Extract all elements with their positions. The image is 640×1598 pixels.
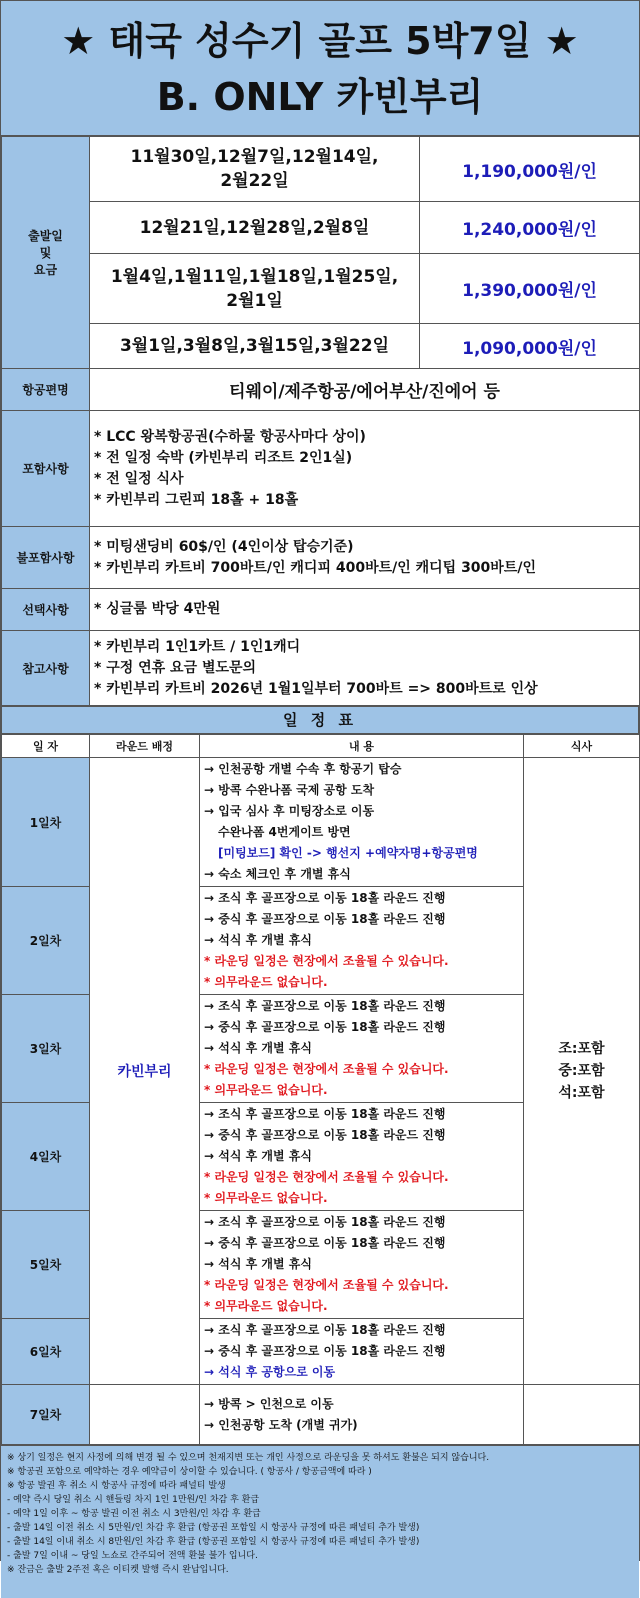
golf-day-content: → 조식 후 골프장으로 이동 18홀 라운드 진행 → 중식 후 골프장으로 이동 18홀 라운드 진행 → 석식 후 개별 휴식 * 라운딩 일정은 현장에서 조율될 수 있습니다. * 의무라운드 없습니다. xyxy=(200,1211,524,1319)
golf-day-content: → 조식 후 골프장으로 이동 18홀 라운드 진행 → 중식 후 골프장으로 이동 18홀 라운드 진행 → 석식 후 개별 휴식 * 라운딩 일정은 현장에서 조율될 수 있습니다. * 의무라운드 없습니다. xyxy=(200,1103,524,1211)
note-line: - 출발 14일 이전 취소 시 5만원/인 차감 후 환급 (항공권 포함일 시 항공사 규정에 따른 패널티 추가 발생) xyxy=(7,1523,420,1533)
note-line: ※ 잔금은 출발 2주전 혹은 이티켓 발행 즉시 완납입니다. xyxy=(7,1565,229,1575)
day6-content: → 조식 후 골프장으로 이동 18홀 라운드 진행 → 중식 후 골프장으로 이동 18홀 라운드 진행 → 석식 후 공항으로 이동 xyxy=(200,1319,524,1385)
departure-price: 1,390,000원/인 xyxy=(420,254,640,324)
page-title xyxy=(1,1,639,136)
includes-list: * LCC 왕복항공권(수하물 항공사마다 상이) * 전 일정 숙박 (카빈부리 리조트 2인1실) * 전 일정 식사 * 카빈부리 그린피 18홀 + 18홀 xyxy=(90,411,640,527)
day-label: 1일차 xyxy=(2,758,90,887)
header-content: 내 용 xyxy=(200,735,524,758)
departure-price: 1,240,000원/인 xyxy=(420,202,640,254)
departure-label: 출발일 및 요금 xyxy=(2,137,90,369)
options-list: * 싱글룸 박당 4만원 xyxy=(90,589,640,631)
day-label: 6일차 xyxy=(2,1319,90,1385)
note-line: - 출발 14일 이내 취소 시 8만원/인 차감 후 환급 (항공권 포함일 시 항공사 규정에 따른 패널티 추가 발생) xyxy=(7,1537,420,1547)
header-day: 일 자 xyxy=(2,735,90,758)
note-line: ※ 상기 일정은 현지 사정에 의해 변경 될 수 있으며 천재지변 또는 개인 사정으로 라운딩을 못 하셔도 환불은 되지 않습니다. xyxy=(7,1453,490,1463)
departure-dates: 12월21일,12월28일,2월8일 xyxy=(90,202,420,254)
note-line: ※ 항공권 포함으로 예약하는 경우 예약금이 상이할 수 있습니다. ( 항공사 / 항공금액에 따라 ) xyxy=(7,1467,372,1477)
note-line: ※ 항공 발권 후 취소 시 항공사 규정에 따라 패널티 발생 xyxy=(7,1481,226,1491)
meal-info: 조:포함 중:포함 석:포함 xyxy=(524,758,640,1385)
title-line-1: ★ 태국 성수기 골프 5박7일 ★ xyxy=(61,19,579,63)
airline-value: 티웨이/제주항공/에어부산/진에어 등 xyxy=(90,369,640,411)
note-line: - 출발 7일 이내 ~ 당일 노쇼로 간주되어 전액 환불 불가 입니다. xyxy=(7,1551,258,1561)
day-label: 3일차 xyxy=(2,995,90,1103)
includes-label: 포함사항 xyxy=(2,411,90,527)
round-assignment: 카빈부리 xyxy=(90,758,200,1385)
departure-dates: 3월1일,3월8일,3월15일,3월22일 xyxy=(90,324,420,369)
meal-empty xyxy=(524,1385,640,1445)
reference-label: 참고사항 xyxy=(2,631,90,706)
airline-label: 항공편명 xyxy=(2,369,90,411)
departure-dates: 11월30일,12월7일,12월14일, 2월22일 xyxy=(90,137,420,202)
excludes-label: 불포함사항 xyxy=(2,527,90,589)
day7-content: → 방콕 > 인천으로 이동 → 인천공항 도착 (개별 귀가) xyxy=(200,1385,524,1445)
options-label: 선택사항 xyxy=(2,589,90,631)
excludes-list: * 미팅샌딩비 60$/인 (4인이상 탑승기준) * 카빈부리 카트비 700바트/인 캐디피 400바트/인 캐디팁 300바트/인 xyxy=(90,527,640,589)
day-label: 5일차 xyxy=(2,1211,90,1319)
golf-day-content: → 조식 후 골프장으로 이동 18홀 라운드 진행 → 중식 후 골프장으로 이동 18홀 라운드 진행 → 석식 후 개별 휴식 * 라운딩 일정은 현장에서 조율될 수 있습니다. * 의무라운드 없습니다. xyxy=(200,887,524,995)
departure-price: 1,190,000원/인 xyxy=(420,137,640,202)
schedule-table xyxy=(1,734,640,1445)
departure-price: 1,090,000원/인 xyxy=(420,324,640,369)
footer-notes xyxy=(1,1445,639,1598)
note-line: - 예약 즉시 당일 취소 시 핸들링 차지 1인 1만원/인 차감 후 환급 xyxy=(7,1495,260,1505)
day1-content: → 인천공항 개별 수속 후 항공기 탑승 → 방콕 수완나폼 국제 공항 도착 → 입국 심사 후 미팅장소로 이동 수완나폼 4번게이트 방면 [미팅보드] 확인 -> 행선지 +예약자명+항공편명 → 숙소 체크인 후 개별 휴식 xyxy=(200,758,524,887)
reference-list: * 카빈부리 1인1카트 / 1인1캐디 * 구정 연휴 요금 별도문의 * 카빈부리 카트비 2026년 1월1일부터 700바트 => 800바트로 인상 xyxy=(90,631,640,706)
golf-day-content: → 조식 후 골프장으로 이동 18홀 라운드 진행 → 중식 후 골프장으로 이동 18홀 라운드 진행 → 석식 후 개별 휴식 * 라운딩 일정은 현장에서 조율될 수 있습니다. * 의무라운드 없습니다. xyxy=(200,995,524,1103)
title-line-2: B. ONLY 카빈부리 xyxy=(156,75,484,119)
day-label: 4일차 xyxy=(2,1103,90,1211)
header-round: 라운드 배정 xyxy=(90,735,200,758)
departure-dates: 1월4일,1월11일,1월18일,1월25일, 2월1일 xyxy=(90,254,420,324)
day-label: 7일차 xyxy=(2,1385,90,1445)
schedule-title: 일 정 표 xyxy=(1,706,639,734)
round-empty xyxy=(90,1385,200,1445)
info-table xyxy=(1,136,640,706)
day-label: 2일차 xyxy=(2,887,90,995)
note-line: - 예약 1일 이후 ~ 항공 발권 이전 취소 시 3만원/인 차감 후 환급 xyxy=(7,1509,261,1519)
header-meal: 식사 xyxy=(524,735,640,758)
